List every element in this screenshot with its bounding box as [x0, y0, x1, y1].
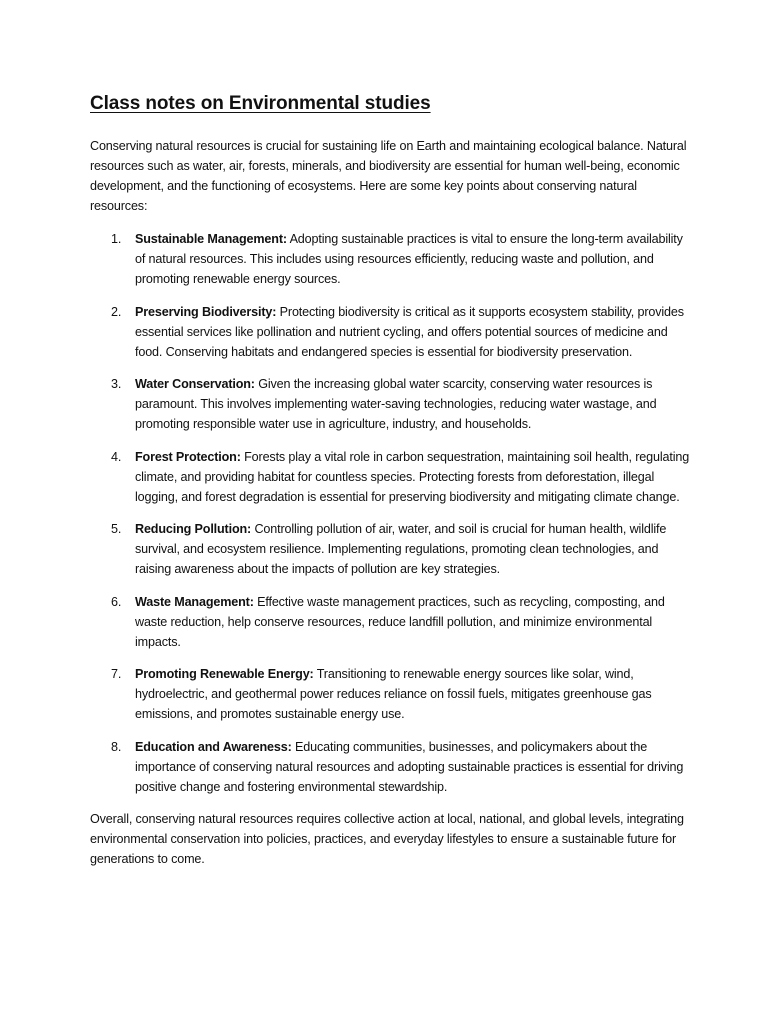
point-text: Given the increasing global water scarcity, conserving water resources is paramount. This involves implementing water-saving technologies, reducing water wastage, and promoting responsible water use in agriculture, industry, and households. [135, 377, 657, 431]
point-term: Promoting Renewable Energy: [135, 667, 314, 681]
point-text: Educating communities, businesses, and policymakers about the importance of conserving natural resources and adopting sustainable practices is essential for driving positive change and fostering environmental stewardship. [135, 739, 684, 794]
list-number: 4. [111, 449, 122, 464]
point-text: Controlling pollution of air, water, and soil is crucial for human health, wildlife survival, and ecosystem resilience. Implementing regulations, promoting clean technologies, and raising awareness about the impacts of pollution are key strategies. [135, 522, 667, 576]
point-text: Protecting biodiversity is critical as it supports ecosystem stability, provides essential services like pollination and nutrient cycling, and offers potential sources of medicine and food. Conserving habitats and endangered species is essential for biodiversity preservation. [135, 304, 684, 359]
point-term: Waste Management: [135, 594, 254, 609]
point-term: Water Conservation: [135, 377, 255, 391]
list-number: 6. [111, 594, 122, 609]
list-item [90, 447, 690, 507]
point-term: Reducing Pollution: [135, 522, 252, 536]
point-text: Effective waste management practices, such as recycling, composting, and waste reduction, help conserve resources, reduce landfill pollution, and minimize environmental impacts. [135, 594, 665, 649]
point-text: Transitioning to renewable energy sources like solar, wind, hydroelectric, and geothermal power reduces reliance on fossil fuels, mitigates greenhouse gas emissions, and promotes sustainable energy use. [135, 667, 652, 721]
intro-paragraph: Conserving natural resources is crucial for sustaining life on Earth and maintaining ecological balance. Natural resources such as water, air, forests, minerals, and biodiversity are essential for human well-being, economic development, and the functioning of ecosystems. Here are some key points about conserving natural resources: [90, 139, 687, 213]
list-item [90, 229, 690, 289]
list-item [90, 302, 690, 362]
list-number: 5. [111, 522, 122, 536]
conclusion-paragraph: Overall, conserving natural resources requires collective action at local, national, and global levels, integrating environmental conservation into policies, practices, and everyday lifestyles to ensure a sustainable future for generations to come. [90, 811, 684, 866]
list-item [90, 519, 690, 579]
list-number: 8. [111, 739, 122, 754]
list-number: 1. [111, 232, 122, 246]
key-points-list [90, 229, 690, 797]
list-item [90, 592, 690, 652]
point-term: Education and Awareness: [135, 739, 292, 754]
point-term: Preserving Biodiversity: [135, 304, 277, 319]
document-title: Class notes on Environmental studies [90, 93, 431, 114]
list-number: 2. [111, 304, 122, 319]
point-term: Sustainable Management: [135, 232, 287, 246]
point-term: Forest Protection: [135, 449, 241, 464]
point-text: Forests play a vital role in carbon sequestration, maintaining soil health, regulating climate, and providing habitat for countless species. Protecting forests from deforestation, illegal logging, and forest degradation is essential for preserving biodiversity and mitigating climate change. [135, 449, 690, 504]
point-text: Adopting sustainable practices is vital to ensure the long-term availability of natural resources. This includes using resources efficiently, reducing waste and pollution, and promoting renewable energy sources. [135, 232, 683, 286]
document-page [90, 92, 690, 869]
list-item [90, 737, 690, 797]
list-item [90, 374, 690, 434]
list-item [90, 664, 690, 724]
list-number: 3. [111, 377, 122, 391]
list-number: 7. [111, 667, 122, 681]
